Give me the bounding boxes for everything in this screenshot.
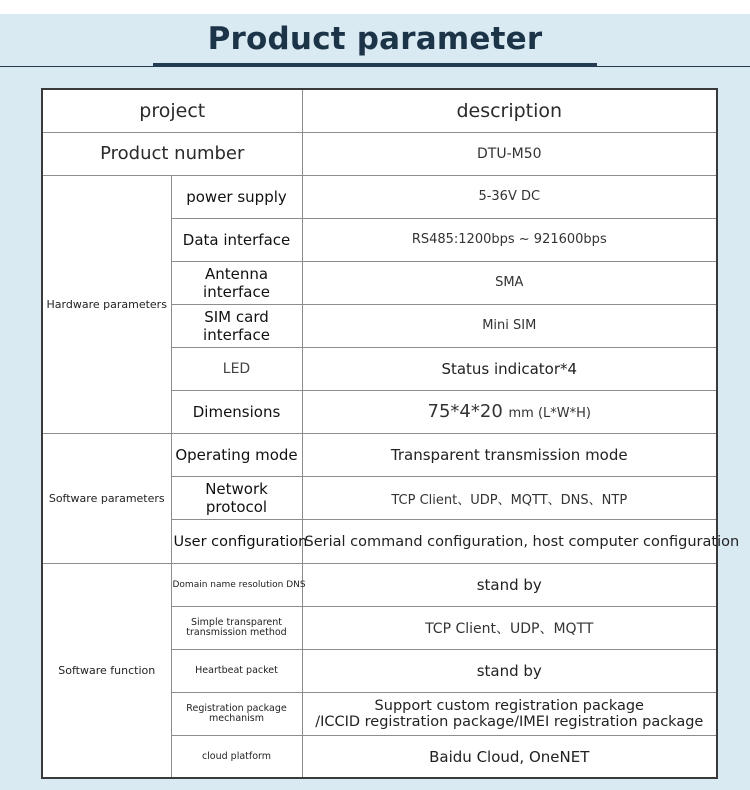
page-title: Product parameter <box>207 21 543 57</box>
table-row <box>42 434 717 477</box>
product-number-label: Product number <box>42 132 302 175</box>
row-value: Serial command configuration, host computer configuration <box>302 520 717 564</box>
row-value <box>302 693 717 736</box>
row-value: stand by <box>302 650 717 693</box>
table-header-row <box>42 89 717 132</box>
row-value: 5-36V DC <box>302 175 717 218</box>
table-row <box>42 175 717 218</box>
row-value: stand by <box>302 564 717 607</box>
row-value: Transparent transmission mode <box>302 434 717 477</box>
table-row <box>42 132 717 175</box>
row-label: Heartbeat packet <box>171 650 302 693</box>
row-label: Domain name resolution DNS <box>171 564 302 607</box>
row-label: power supply <box>171 175 302 218</box>
product-number-value: DTU-M50 <box>302 132 717 175</box>
row-label: User configuration <box>171 520 302 564</box>
row-value: Baidu Cloud, OneNET <box>302 736 717 778</box>
row-value: SMA <box>302 261 717 304</box>
row-label: Operating mode <box>171 434 302 477</box>
row-value: Mini SIM <box>302 304 717 347</box>
row-label-line2: transmission method <box>186 627 287 639</box>
row-label: SIM card interface <box>171 304 302 347</box>
dimensions-unit: mm (L*W*H) <box>508 406 591 422</box>
row-label: cloud platform <box>171 736 302 778</box>
row-value <box>302 390 717 433</box>
row-label: Data interface <box>171 218 302 261</box>
row-label-line2: mechanism <box>208 713 265 725</box>
row-label: Dimensions <box>171 390 302 433</box>
top-band <box>0 0 750 14</box>
parameter-table <box>41 88 740 779</box>
row-value: TCP Client、UDP、MQTT <box>302 607 717 650</box>
header-description: description <box>302 89 717 132</box>
row-label <box>171 607 302 650</box>
row-value-line1: Support custom registration package <box>374 698 644 715</box>
dimensions-number: 75*4*20 <box>427 401 503 423</box>
header-project: project <box>42 89 302 132</box>
row-label: Antenna interface <box>171 261 302 304</box>
row-value: RS485:1200bps ~ 921600bps <box>302 218 717 261</box>
row-label-line1: Simple transparent <box>190 617 283 629</box>
group-software-function: Software function <box>42 564 171 778</box>
table-row <box>42 564 717 607</box>
title-underline <box>153 63 597 67</box>
group-hardware-parameters: Hardware parameters <box>42 175 171 433</box>
row-value: Status indicator*4 <box>302 347 717 390</box>
group-software-parameters: Software parameters <box>42 434 171 564</box>
row-label: LED <box>171 347 302 390</box>
row-label: Network protocol <box>171 477 302 520</box>
row-label-line1: Registration package <box>186 703 287 715</box>
row-label <box>171 693 302 736</box>
row-value-line2: /ICCID registration package/IMEI registration package <box>315 714 704 731</box>
row-value: TCP Client、UDP、MQTT、DNS、NTP <box>302 477 717 520</box>
